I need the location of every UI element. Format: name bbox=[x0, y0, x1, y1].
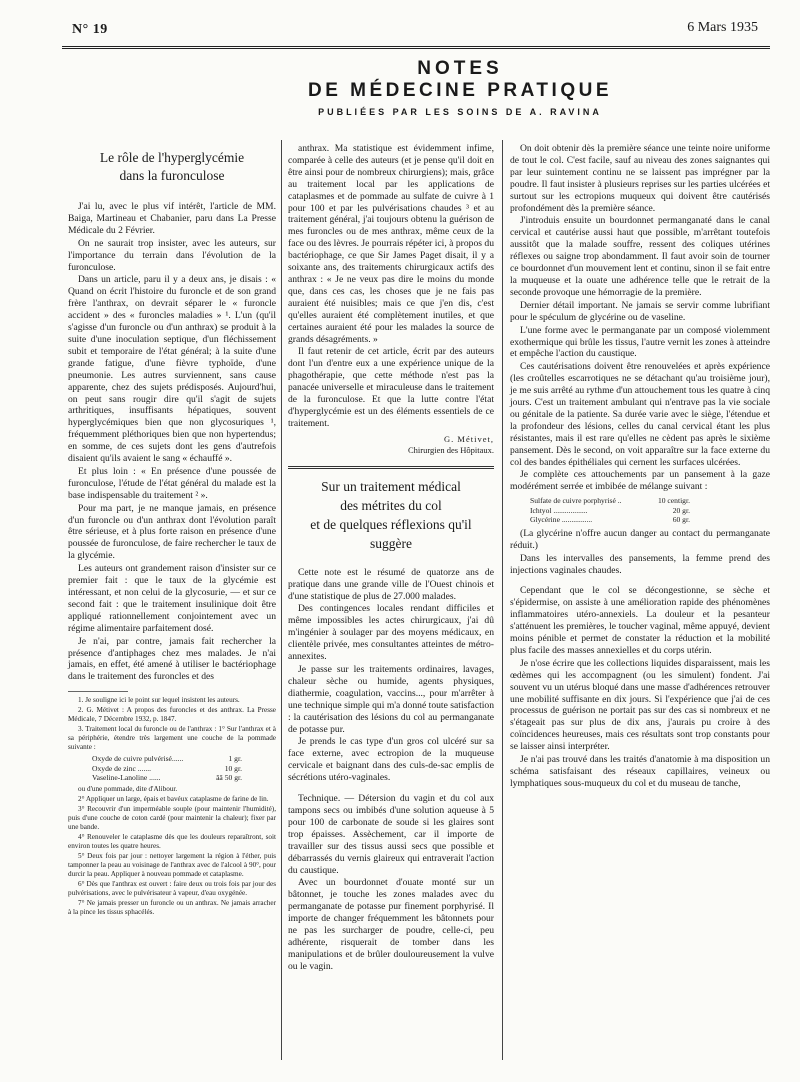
article-1-title-line-2: dans la furonculose bbox=[119, 168, 225, 183]
article-separator bbox=[288, 466, 494, 469]
article-2-paragraph: Je prends le cas type d'un gros col ulcéré sur sa face externe, avec ectropion de la muqueuse cervicale et baignant dans des culs-de-sac emplis de sécrétions utéro-vaginales. bbox=[288, 736, 494, 784]
article-2-continued-paragraph: Cependant que le col se décongestionne, se sèche et s'épidermise, on assiste à une amélioration rapide des phénomènes inflammatoires utéro-annexiels. La douleur et la pesanteur s'atténuent les premières, le toucher vaginal, même appuyé, devient moins pénible et permet de constater la réduction et la mobilité plus facile des masses annexielles et du corps utérin. bbox=[510, 585, 770, 656]
article-2-continued-paragraph: L'une forme avec le permanganate par un composé violemment exothermique qui brûle les tissus, l'autre vernit les zones à atteindre et empêche l'action du caustique. bbox=[510, 324, 770, 360]
article-1-continued-paragraph: Il faut retenir de cet article, écrit par des auteurs dont l'un d'entre eux a une expérience unique de la phagothérapie, que cette méthode n'est pas la panacée universelle et miraculeuse dans le traitement de la furonculose. Et que la lutte contre l'état d'hyperglycémie est un des éléments essentiels de ce traitement. bbox=[288, 346, 494, 429]
recipe-row: Ichtyol .................. 20 gr. bbox=[530, 505, 690, 515]
signature bbox=[288, 434, 494, 456]
signature-title: Chirurgien des Hôpitaux. bbox=[407, 444, 494, 455]
issue-date: 6 Mars 1935 bbox=[687, 20, 758, 35]
dressing-recipe bbox=[530, 496, 770, 525]
article-2-continued-paragraph: Dernier détail important. Ne jamais se servir comme lubrifiant pour le spéculum de glycérine ou de vaseline. bbox=[510, 299, 770, 323]
article-2-continued-paragraph: J'introduis ensuite un bourdonnet permanganaté dans le canal cervical et cautérise aussi haut que possible, m'arrêtant toutefois aussitôt que la malade souffre, ressent des coliques utérines réflexes ou saigne trop abondamment. Il faut avoir soin de tourner ce bourdonnet d'un mouvement lent et continu, sinon il se fait entre la muqueuse et la ouate une adhérence telle que le retrait de la seconde provoque une hémorragie de la première. bbox=[510, 215, 770, 298]
masthead-line-1: NOTES bbox=[417, 58, 503, 79]
article-2-title-line-1: Sur un traitement médical bbox=[321, 478, 461, 494]
article-2-continued-paragraph: Dans les intervalles des pansements, la femme prend des injections vaginales chaudes. bbox=[510, 552, 770, 576]
article-2-continued-paragraph: Je complète ces attouchements par un pansement à la gaze modérément serrée et imbibée de mélange suivant : bbox=[510, 469, 770, 493]
footnote: 7° Ne jamais presser un furoncle ou un anthrax. Ne jamais arracher à la pince les tissus sphacélés. bbox=[68, 898, 276, 916]
article-1-paragraph: Et plus loin : « En présence d'une poussée de furonculose, l'étude de l'état général du malade est la base indispensable du traitement ² ». bbox=[68, 465, 276, 501]
masthead-subtitle: PUBLIÉES PAR LES SOINS DE A. RAVINA bbox=[318, 107, 602, 117]
paragraph-gap bbox=[288, 785, 494, 793]
footnote: 4° Renouveler le cataplasme dès que les douleurs reparaîtront, soit environ toutes les quatre heures. bbox=[68, 832, 276, 850]
ointment-recipe bbox=[92, 754, 276, 783]
article-1-continued-paragraph: anthrax. Ma statistique est évidemment infime, comparée à celle des auteurs (et je pense qu'il doit en être ainsi pour de nombreux chirurgiens); mais, grâce au traitement local par les applications de cataplasmes et de pommade au sulfate de cuivre à 1 pour 100 et par les pulvérisations chaudes ³ et au traitement général, j'ai toujours obtenu la guérison de mes furoncles ou de mes anthrax, même ceux de la face ou des lèvres. Je pourrais répéter ici, à propos du bactériophage, ce que Sir James Paget disait, il y a soixante ans, des traitements chirurgicaux actifs des anthrax : « Je ne veux pas dire le moins du monde que, dans ces cas, les choses que je ne fais pas auraient été nuisibles; mais ce que j'en dis, c'est qu'elles auraient été complètement inutiles, et que certaines auraient été pour les malades la source de grands désagréments. » bbox=[288, 143, 494, 345]
article-2-continued-paragraph: Ces cautérisations doivent être renouvelées et après expérience (les croûtelles escarrotiques ne se détachant qu'au troisième jour), je me suis arrêté au rythme d'un attouchement tous les quatre à cinq jours. C'est un traitement ambulant qui n'entrave pas la vie sociale ou génitale de la patiente. Sa durée varie avec le siège, l'étendue et la profondeur des lésions, celles du canal cervical étant les plus résistantes, mais il est rare qu'elles ne cèdent pas après le sixième pansement. Dès le second, on voit apparaître sur la face externe du col des bandes épithéliales qui cernent les surfaces ulcérées. bbox=[510, 361, 770, 468]
footnote: 2. G. Métivet : A propos des furoncles et des anthrax. La Presse Médicale, 7 Décembre 1932, p. 1847. bbox=[68, 706, 276, 724]
article-2-paragraph: Avec un bourdonnet d'ouate monté sur un bâtonnet, je touche les zones malades avec du permanganate de potasse pur finement porphyrisé. Il importe de changer fréquemment les bâtonnets pour ne pas les surcharger de poudre, celle-ci, peu adhérente, risquerait de tomber dans les manipulations et de brûler douloureusement la vulve ou le vagin. bbox=[288, 877, 494, 972]
column-2 bbox=[288, 143, 494, 974]
header-rule bbox=[62, 46, 770, 49]
article-2-continued-paragraph: Je n'ose écrire que les collections liquides disparaissent, mais les œdèmes qui les accompagnent (ou les simulent) fondent. J'ai souvent vu un utérus bloqué dans une masse d'adhérences retrouver une mobilité suffisante en dix jours. Si l'expérience que j'ai de ces processus de guérison ne portait pas sur des cas si nombreux et ne s'étageait pas sur plus de dix ans, j'aurais pu croire à des coïncidences heureuses, mais ces résultats sont trop constants pour se laisser ainsi interpréter. bbox=[510, 657, 770, 753]
recipe-row: Sulfate de cuivre porphyrisé .. 10 centigr. bbox=[530, 496, 690, 506]
article-2-paragraph: Des contingences locales rendant difficiles et même impossibles les actes chirurgicaux, j'ai dû m'ingénier à soulager par des moyens médicaux, en clientèle privée, mes consultantes atteintes de métro-annexites. bbox=[288, 603, 494, 663]
article-2-title-line-2: des métrites du col bbox=[340, 497, 442, 513]
footnote: 3. Traitement local du furoncle ou de l'anthrax : 1° Sur l'anthrax et à sa périphérie, étendre très largement une couche de la pommade suivante : bbox=[68, 725, 276, 752]
article-2-title bbox=[288, 477, 494, 553]
article-2-paragraph: Je passe sur les traitements ordinaires, lavages, chaleur sèche ou humide, agents physiques, diathermie, coagulation, vaccins..., pour m'arrêter à une technique simple qui m'a donné toute satisfaction : la cautérisation des lésions du col au permanganate de potasse pur. bbox=[288, 664, 494, 735]
article-1-paragraph: On ne saurait trop insister, avec les auteurs, sur l'importance du terrain dans l'évolution de la furonculose. bbox=[68, 237, 276, 273]
article-1-paragraph: Dans un article, paru il y a deux ans, je disais : « Quand on écrit l'histoire du furoncle et de son grand frère l'anthrax, on devrait séparer le « furoncle accident » des « furoncles maladies » ¹. L'un (qu'il s'agisse d'un furoncle ou d'un anthrax) se produit à la suite d'une inoculation septique, d'un fléchissement subit et temporaire de l'état général; à la suite d'une grande fatigue, d'une fièvre typhoïde, d'une pneumonie. Les autres surviennent, sans cause apparente, chez des sujets prédisposés. Aujourd'hui, on peut sans rougir dire qu'il s'agit de sujets arthritiques, insuffisants hépatiques, souvent hyperglycémiques bien que non glycosuriques ¹, fréquemment pléthoriques bien que non hypertendus; en somme, de ces sujets dont les gens d'autrefois disaient qu'ils avaient le sang « échauffé ». bbox=[68, 274, 276, 465]
recipe-row: Oxyde de cuivre pulvérisé...... 1 gr. bbox=[92, 754, 242, 764]
issue-number: N° 19 bbox=[72, 22, 108, 37]
recipe-row: Vaseline-Lanoline ...... ãã 50 gr. bbox=[92, 773, 242, 783]
article-1-paragraph: J'ai lu, avec le plus vif intérêt, l'article de MM. Baiga, Martineau et Chabanier, paru dans La Presse Médicale du 2 Février. bbox=[68, 201, 276, 236]
footnote: 2° Appliquer un large, épais et bavéux cataplasme de farine de lin. bbox=[78, 794, 269, 803]
article-1-paragraph: Les auteurs ont grandement raison d'insister sur ce premier fait : que le taux de la glycémie est intéressant, et non celui de la glycosurie, — et sur ce second fait : que le traitement insulinique doit être appliqué rationnellement conjointement avec un régime alimentaire parfaitement dosé. bbox=[68, 563, 276, 634]
footnote: ou d'une pommade, dite d'Alibour. bbox=[78, 784, 178, 793]
recipe-row: Oxyde de zinc ....... 10 gr. bbox=[92, 763, 242, 773]
column-rule-1 bbox=[281, 140, 282, 1060]
article-1-title bbox=[68, 149, 276, 185]
recipe-row: Glycérine ................ 60 gr. bbox=[530, 515, 690, 525]
column-1 bbox=[68, 143, 276, 918]
footnote-rule bbox=[68, 691, 128, 692]
article-2-title-line-3: et de quelques réflexions qu'il suggère bbox=[310, 516, 472, 551]
footnote: 3° Recouvrir d'un imperméable souple (pour maintenir l'humidité), puis d'une couche de coton cardé (pour maintenir la chaleur); fixer par une bande. bbox=[68, 804, 276, 831]
column-rule-2 bbox=[502, 140, 503, 1060]
footnote: 5° Deux fois par jour : nettoyer largement la région à l'éther, puis tamponner la peau au voisinage de l'anthrax avec de l'alcool à 90°, pour durcir la peau. Appliquer à nouveau pommade et cataplasme. bbox=[68, 851, 276, 878]
article-2-continued-paragraph: On doit obtenir dès la première séance une teinte noire uniforme de tout le col. C'est facile, sauf au niveau des zones saignantes qui par leur suintement continu ne se laissent pas imprégner par la poudre. Il faut insister à plusieurs reprises sur les parties ulcérées et surtout sur les ectropions muqueux qui doivent être cautérisés profondément dès la première séance. bbox=[510, 143, 770, 214]
article-2-paragraph: Cette note est le résumé de quatorze ans de pratique dans une grande ville de l'Ouest chinois et d'une statistique de plus de 27.000 malades. bbox=[288, 566, 494, 602]
article-2-continued-paragraph: (La glycérine n'offre aucun danger au contact du permanganate réduit.) bbox=[510, 527, 770, 551]
article-1-paragraph: Pour ma part, je ne manque jamais, en présence d'un furoncle ou d'un anthrax dont l'évolution paraît être sérieuse, et à plus forte raison en présence d'une poussée de furonculose, de faire rechercher le taux de la glycémie. bbox=[68, 502, 276, 562]
article-1-paragraph: Je n'ai, par contre, jamais fait rechercher la présence d'antiphages chez mes malades. Je n'ai jamais, en effet, été amené à utiliser le bactériophage dans le traitement des furoncles et des bbox=[68, 635, 276, 683]
paragraph-gap bbox=[510, 577, 770, 585]
article-2-continued-paragraph: Je n'ai pas trouvé dans les traités d'anatomie à ma disposition un schéma satisfaisant des réseaux capillaires, veineux ou lymphatiques sous-muqueux du col et du museau de tanche, bbox=[510, 754, 770, 789]
article-1-title-line-1: Le rôle de l'hyperglycémie bbox=[99, 150, 245, 165]
footnote: 1. Je souligne ici le point sur lequel insistent les auteurs. bbox=[78, 696, 240, 705]
masthead bbox=[200, 58, 720, 117]
article-2-paragraph: Technique. — Détersion du vagin et du col aux tampons secs ou imbibés d'une solution aqueuse à 5 pour 100 de carbonate de soude si les glaires sont trop épaisses. Assèchement, car il importe de travailler sur des tissus aussi secs que possible et débarrassés du vernis glaireux qui entraverait l'action du caustique. bbox=[288, 793, 494, 876]
footnote: 6° Dès que l'anthrax est ouvert : faire deux ou trois fois par jour des pulvérisations, avec le pulvérisateur à vapeur, d'eau oxygénée. bbox=[68, 879, 276, 897]
column-3 bbox=[510, 143, 770, 791]
signature-name: G. Métivet, bbox=[444, 433, 494, 444]
masthead-line-2: DE MÉDECINE PRATIQUE bbox=[307, 80, 612, 101]
